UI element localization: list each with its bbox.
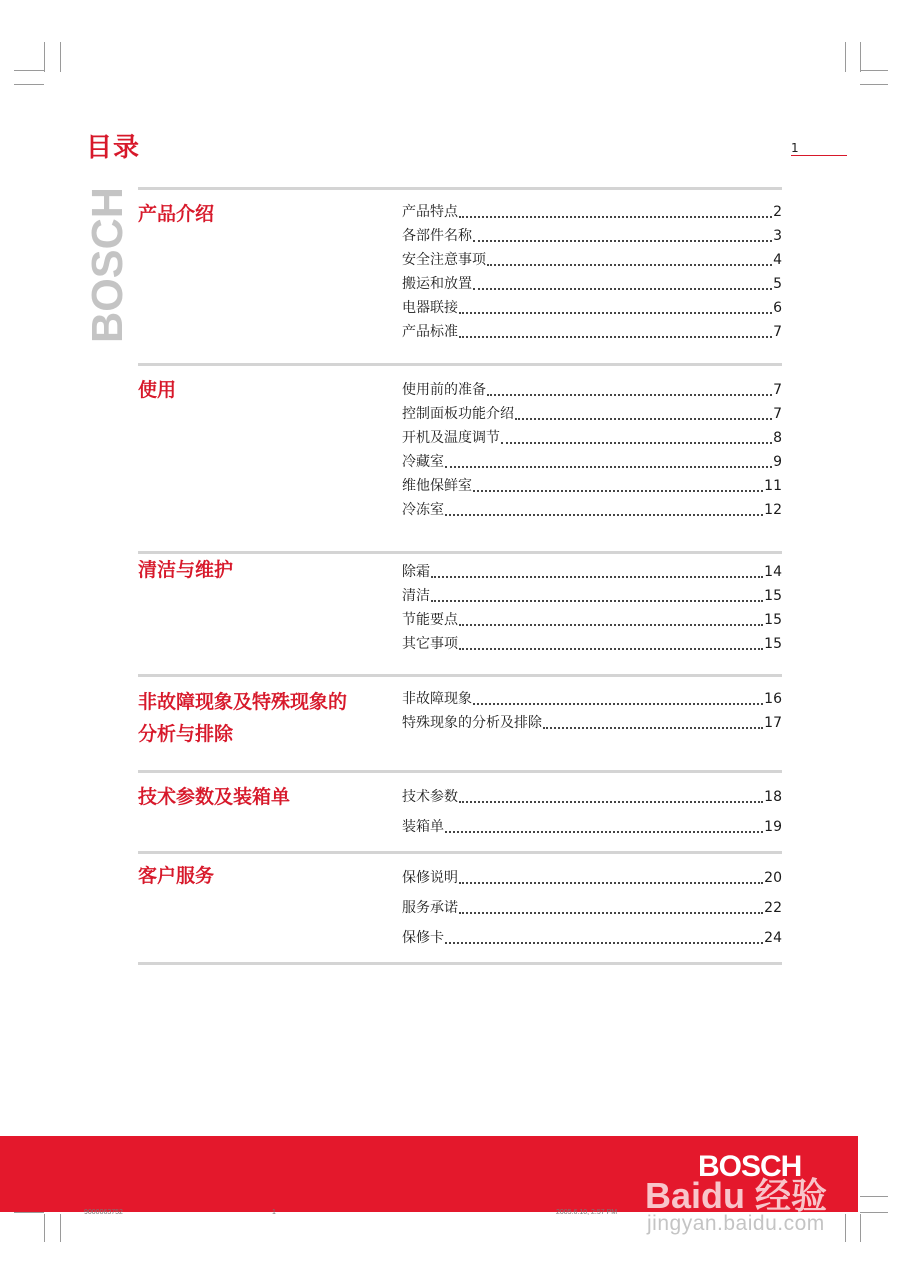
toc-entry-label: 各部件名称	[402, 228, 472, 244]
toc-entry-label: 保修说明	[402, 870, 458, 886]
toc-entry-label: 其它事项	[402, 636, 458, 652]
toc-entry-label: 技术参数	[402, 789, 458, 805]
toc-entry[interactable]	[402, 559, 782, 581]
toc-entry-page: 19	[764, 819, 782, 835]
toc-entry-label: 冷冻室	[402, 502, 444, 518]
toc-entry-label: 维他保鲜室	[402, 478, 472, 494]
toc-entry-label: 除霜	[402, 564, 430, 580]
footer-brand-logo: BOSCH	[698, 1150, 802, 1183]
toc-entry-page: 11	[764, 478, 782, 494]
toc-entry-label: 冷藏室	[402, 454, 444, 470]
toc-leader-dots	[445, 942, 763, 944]
crop-mark	[860, 84, 888, 85]
toc-entry-label: 电器联接	[402, 300, 458, 316]
section-title: 技术参数及装箱单	[138, 786, 291, 808]
crop-mark	[860, 1196, 888, 1197]
section-rule	[138, 363, 782, 366]
toc-entry-label: 节能要点	[402, 612, 458, 628]
crop-mark	[860, 1214, 861, 1242]
toc-leader-dots	[473, 703, 763, 705]
toc-entry[interactable]	[402, 449, 782, 471]
page-number: 1	[791, 141, 799, 155]
toc-entry-page: 24	[764, 930, 782, 946]
section-rule	[138, 851, 782, 854]
toc-entry[interactable]	[402, 473, 782, 495]
toc-entry-label: 装箱单	[402, 819, 444, 835]
toc-entry-page: 20	[764, 870, 782, 886]
crop-mark	[845, 42, 846, 72]
crop-mark	[860, 1212, 888, 1213]
crop-mark	[14, 1212, 44, 1213]
baidu-watermark-url: jingyan.baidu.com	[647, 1212, 825, 1235]
toc-entry-page: 15	[764, 612, 782, 628]
crop-mark	[60, 1214, 61, 1242]
toc-leader-dots	[445, 514, 763, 516]
section-rule	[138, 770, 782, 773]
toc-entry-page: 7	[773, 406, 782, 422]
toc-entry[interactable]	[402, 271, 782, 293]
toc-leader-dots	[487, 394, 772, 396]
section-rule	[138, 674, 782, 677]
toc-entry-page: 7	[773, 382, 782, 398]
toc-entry[interactable]	[402, 583, 782, 605]
toc-leader-dots	[459, 216, 772, 218]
toc-entry-label: 产品特点	[402, 204, 458, 220]
toc-entry-label: 产品标准	[402, 324, 458, 340]
section-title: 清洁与维护	[138, 559, 234, 581]
toc-entry[interactable]	[402, 223, 782, 245]
toc-entry[interactable]	[402, 607, 782, 629]
toc-entry[interactable]	[402, 784, 782, 806]
toc-entry-page: 2	[773, 204, 782, 220]
toc-entry-page: 22	[764, 900, 782, 916]
toc-leader-dots	[487, 264, 772, 266]
toc-entry[interactable]	[402, 865, 782, 887]
crop-mark	[860, 42, 861, 72]
toc-leader-dots	[445, 466, 772, 468]
toc-entry-label: 使用前的准备	[402, 382, 486, 398]
section-title: 客户服务	[138, 865, 215, 887]
toc-entry-page: 15	[764, 636, 782, 652]
svg-text:BOSCH: BOSCH	[83, 184, 132, 343]
crop-mark	[60, 42, 61, 72]
toc-leader-dots	[431, 600, 763, 602]
toc-entry[interactable]	[402, 199, 782, 221]
section-title-line: 非故障现象及特殊现象的	[138, 691, 348, 713]
toc-entry[interactable]	[402, 319, 782, 341]
section-title: 使用	[138, 379, 177, 401]
crop-mark	[14, 84, 44, 85]
crop-mark	[860, 70, 888, 71]
toc-leader-dots	[445, 831, 763, 833]
toc-entry[interactable]	[402, 925, 782, 947]
toc-leader-dots	[459, 648, 763, 650]
page-title: 目录	[86, 133, 141, 163]
toc-leader-dots	[473, 240, 772, 242]
toc-entry-page: 3	[773, 228, 782, 244]
crop-mark	[44, 1214, 45, 1242]
toc-entry-page: 4	[773, 252, 782, 268]
toc-entry[interactable]	[402, 895, 782, 917]
toc-entry-page: 12	[764, 502, 782, 518]
toc-entry-page: 8	[773, 430, 782, 446]
toc-entry-label: 开机及温度调节	[402, 430, 500, 446]
print-slug-date: 2005.6.10, 2:57 PM	[556, 1209, 618, 1216]
crop-mark	[845, 1214, 846, 1242]
baidu-watermark: Baidu 经验	[645, 1175, 828, 1216]
closing-rule	[138, 962, 782, 965]
toc-leader-dots	[459, 801, 763, 803]
toc-entry-label: 保修卡	[402, 930, 444, 946]
toc-leader-dots	[459, 912, 763, 914]
toc-leader-dots	[515, 418, 772, 420]
toc-entry-page: 16	[764, 691, 782, 707]
toc-entry-label: 清洁	[402, 588, 430, 604]
toc-entry[interactable]	[402, 401, 782, 423]
toc-entry-label: 特殊现象的分析及排除	[402, 715, 542, 731]
toc-entry[interactable]	[402, 631, 782, 653]
toc-entry[interactable]	[402, 377, 782, 399]
toc-entry-page: 7	[773, 324, 782, 340]
toc-entry-page: 6	[773, 300, 782, 316]
toc-entry[interactable]	[402, 814, 782, 836]
section-rule	[138, 187, 782, 190]
toc-entry-page: 17	[764, 715, 782, 731]
toc-leader-dots	[459, 312, 772, 314]
toc-entry-label: 搬运和放置	[402, 276, 472, 292]
page-number-rule	[791, 155, 847, 156]
toc-entry-label: 服务承诺	[402, 900, 458, 916]
section-title-line: 分析与排除	[138, 723, 234, 745]
toc-entry-label: 非故障现象	[402, 691, 472, 707]
toc-entry[interactable]	[402, 686, 782, 708]
crop-mark	[14, 70, 44, 71]
toc-leader-dots	[459, 882, 763, 884]
crop-mark	[44, 42, 45, 72]
toc-entry-page: 15	[764, 588, 782, 604]
toc-entry[interactable]	[402, 295, 782, 317]
section-title: 产品介绍	[138, 203, 215, 225]
toc-leader-dots	[431, 576, 763, 578]
toc-entry-page: 5	[773, 276, 782, 292]
toc-leader-dots	[459, 336, 772, 338]
toc-entry-page: 14	[764, 564, 782, 580]
toc-leader-dots	[473, 490, 763, 492]
toc-leader-dots	[501, 442, 772, 444]
print-slug-code: 9000063752	[84, 1209, 123, 1216]
toc-leader-dots	[543, 727, 763, 729]
vertical-brand-logo	[83, 184, 132, 343]
toc-entry[interactable]	[402, 247, 782, 269]
toc-entry-page: 18	[764, 789, 782, 805]
toc-entry-label: 安全注意事项	[402, 252, 486, 268]
toc-entry[interactable]	[402, 710, 782, 732]
toc-entry-label: 控制面板功能介绍	[402, 406, 514, 422]
toc-leader-dots	[459, 624, 763, 626]
toc-leader-dots	[473, 288, 772, 290]
toc-entry-page: 9	[773, 454, 782, 470]
print-slug-page: 1	[272, 1209, 276, 1216]
toc-entry[interactable]	[402, 497, 782, 519]
toc-entry[interactable]	[402, 425, 782, 447]
